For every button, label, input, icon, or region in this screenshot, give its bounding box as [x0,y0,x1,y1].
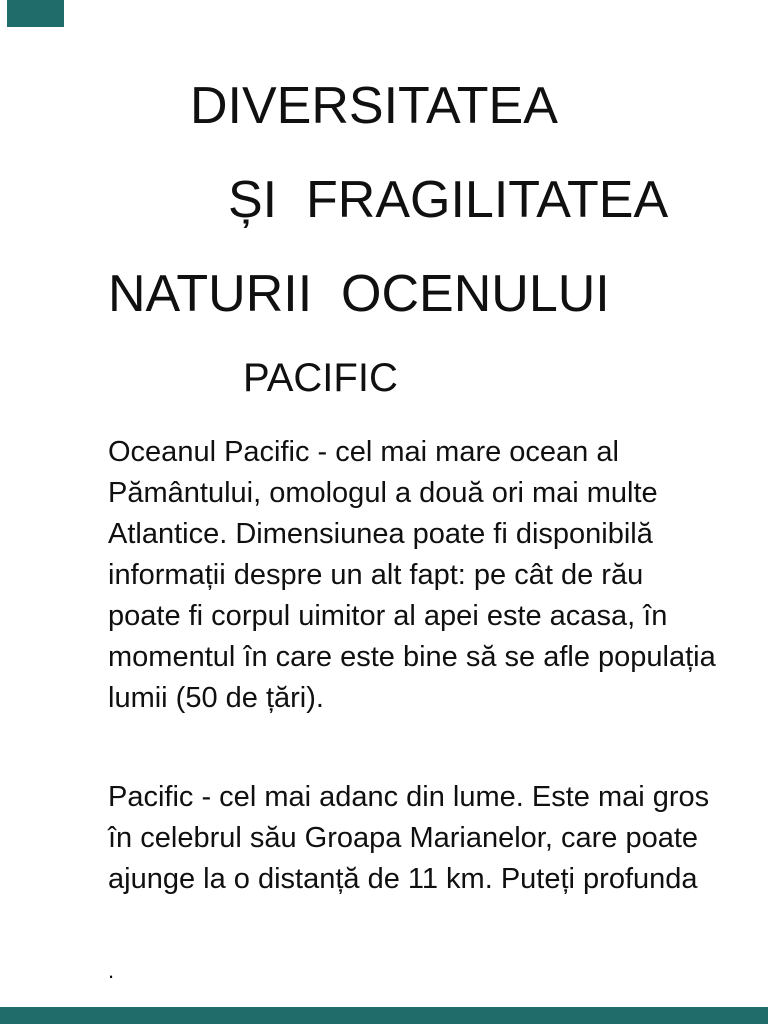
viewer-bottom-bar [0,1007,768,1024]
paragraph-2-line: în celebrul său Groapa Marianelor, care poate [108,822,699,854]
paragraph-1-line: poate fi corpul uimitor al apei este acasa, în [108,600,668,632]
document-title-line-3: NATURII OCENULUI [108,265,610,323]
paragraph-1-line: Atlantice. Dimensiunea poate fi disponibilă [108,518,653,550]
stray-period-mark: . [108,958,115,983]
paragraph-1-line: momentul în care este bine să se afle populația [108,641,716,673]
viewer-corner-accent [7,0,64,27]
paragraph-2 [108,777,748,900]
paragraph-1 [108,432,748,719]
document-title-line-2: ȘI FRAGILITATEA [228,171,669,229]
document-title-line-4: PACIFIC [243,356,398,400]
document-title-line-1: DIVERSITATEA [190,77,558,135]
paragraph-2-line: Pacific - cel mai adanc din lume. Este mai gros [108,781,710,813]
paragraph-1-line: lumii (50 de țări). [108,682,324,714]
paragraph-1-line: Oceanul Pacific - cel mai mare ocean al [108,436,619,468]
paragraph-1-line: informații despre un alt fapt: pe cât de rău [108,559,644,591]
paragraph-1-line: Pământului, omologul a două ori mai multe [108,477,658,509]
paragraph-2-line: ajunge la o distanță de 11 km. Puteți profunda [108,863,698,895]
